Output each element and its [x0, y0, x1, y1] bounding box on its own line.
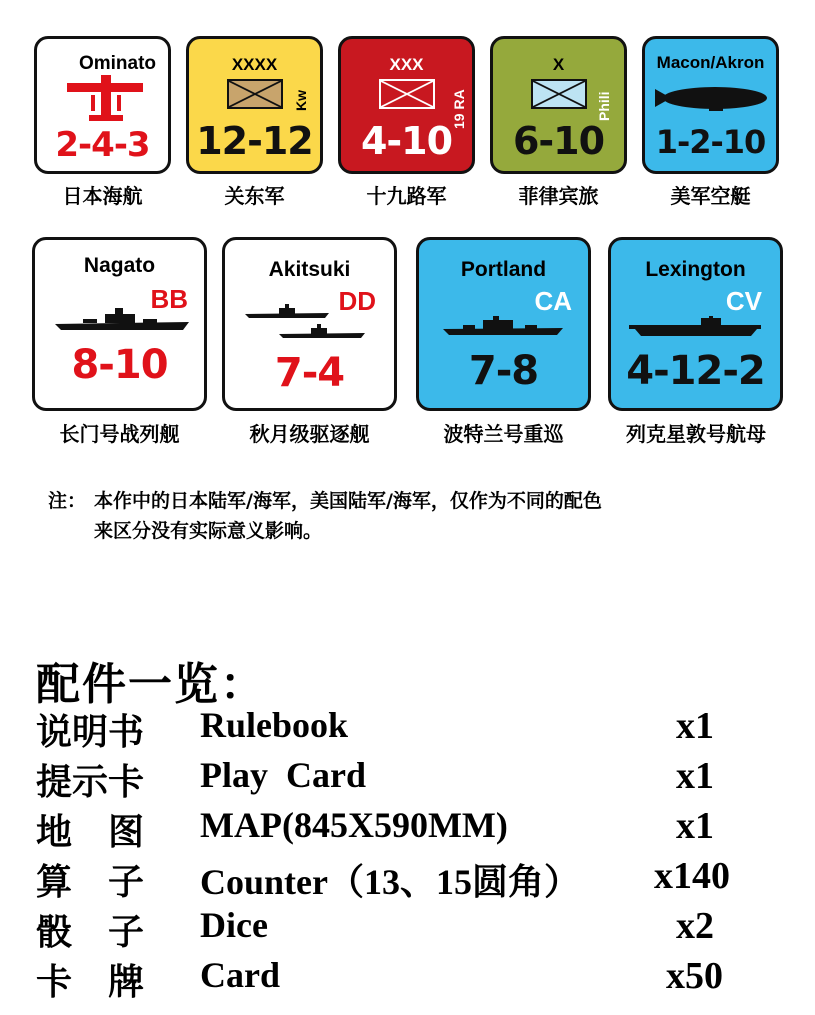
note-line: 本作中的日本陆军/海军，美国陆军/海军，仅作为不同的配色	[94, 490, 602, 512]
component-name-cn: 提示卡	[36, 761, 145, 803]
component-name-cn: 地 图	[36, 811, 145, 853]
component-row	[0, 954, 815, 1004]
component-quantity: x1	[676, 705, 714, 747]
component-row	[0, 704, 815, 754]
counter-values: 4-12-2	[626, 348, 765, 394]
counter-lexington	[608, 237, 783, 411]
counter-caption: 十九路军	[366, 184, 447, 208]
component-name-cn: 说明书	[36, 711, 145, 753]
ship-type-label: CA	[534, 286, 572, 316]
counter-values: 8-10	[71, 342, 168, 388]
counter-akitsuki	[222, 237, 397, 411]
component-name-en: MAP(845X590MM)	[200, 805, 508, 845]
counter-side-label: 19 RA	[451, 89, 467, 129]
counter-nagato	[32, 237, 207, 411]
component-name-cn: 骰 子	[36, 911, 145, 953]
counter-caption: 长门号战列舰	[59, 422, 180, 446]
counter-kwantung	[186, 36, 323, 174]
infantry-symbol-icon	[531, 79, 587, 109]
component-name-cn: 算 子	[36, 861, 145, 903]
counter-values: 12-12	[196, 119, 313, 163]
counter-portland	[416, 237, 591, 411]
counter-values: 4-10	[360, 119, 453, 163]
note-line: 来区分没有实际意义影响。	[94, 520, 323, 542]
counter-caption: 美军空艇	[670, 184, 751, 208]
component-row	[0, 854, 815, 904]
biplane-icon	[67, 73, 143, 125]
ship-type-label: BB	[150, 284, 188, 314]
carrier-icon	[629, 316, 761, 336]
counter-size-marker: X	[552, 55, 565, 74]
counter-unit-name: Lexington	[645, 258, 746, 281]
component-name-cn: 卡 牌	[36, 961, 145, 1003]
component-quantity: x50	[666, 955, 723, 997]
counter-caption: 秋月级驱逐舰	[249, 422, 370, 446]
infantry-symbol-icon	[227, 79, 283, 109]
destroyer-icon	[245, 304, 365, 340]
component-quantity: x1	[676, 805, 714, 847]
counter-side-label: Phili	[596, 91, 612, 121]
counter-caption: 列克星敦号航母	[626, 422, 766, 446]
component-quantity: x140	[654, 855, 730, 897]
component-row	[0, 804, 815, 854]
counter-unit-name: Portland	[460, 258, 547, 281]
component-name-en: Counter（13、15圆角）	[200, 862, 580, 902]
counter-macon-akron	[642, 36, 779, 174]
components-title: 配件一览：	[36, 659, 266, 710]
component-row	[0, 754, 815, 804]
infantry-symbol-icon	[379, 79, 435, 109]
counter-values: 2-4-3	[55, 125, 150, 165]
ship-type-label: DD	[338, 286, 376, 316]
counter-values: 7-4	[274, 350, 345, 396]
counter-caption: 日本海航	[62, 184, 143, 208]
counter-unit-name: Ominato	[78, 53, 157, 74]
component-quantity: x1	[676, 755, 714, 797]
counter-values: 7-8	[468, 348, 539, 394]
component-row	[0, 904, 815, 954]
counter-size-marker: XXX	[389, 55, 424, 74]
component-name-en: Rulebook	[200, 705, 349, 745]
counter-unit-name: Nagato	[83, 254, 156, 277]
counter-unit-name: Macon/Akron	[656, 53, 765, 72]
ship-type-label: CV	[725, 286, 762, 316]
counter-caption: 菲律宾旅	[518, 184, 599, 208]
counter-ominato	[34, 36, 171, 174]
counter-philippine	[490, 36, 627, 174]
counter-unit-name: Akitsuki	[268, 258, 351, 281]
counter-caption: 关东军	[224, 184, 285, 208]
component-name-en: Dice	[200, 905, 268, 945]
airship-icon	[653, 85, 771, 113]
counter-caption: 波特兰号重巡	[443, 422, 564, 446]
component-name-en: Play Card	[200, 755, 366, 795]
counter-values: 1-2-10	[655, 123, 766, 161]
counter-values: 6-10	[512, 119, 605, 163]
note-prefix: 注：	[48, 490, 87, 512]
counter-side-label: Kw	[293, 90, 309, 111]
battleship-icon	[55, 308, 189, 330]
counter-size-marker: XXXX	[231, 55, 278, 74]
counter-19ra	[338, 36, 475, 174]
component-name-en: Card	[200, 955, 280, 995]
component-quantity: x2	[676, 905, 714, 947]
cruiser-icon	[443, 316, 563, 336]
